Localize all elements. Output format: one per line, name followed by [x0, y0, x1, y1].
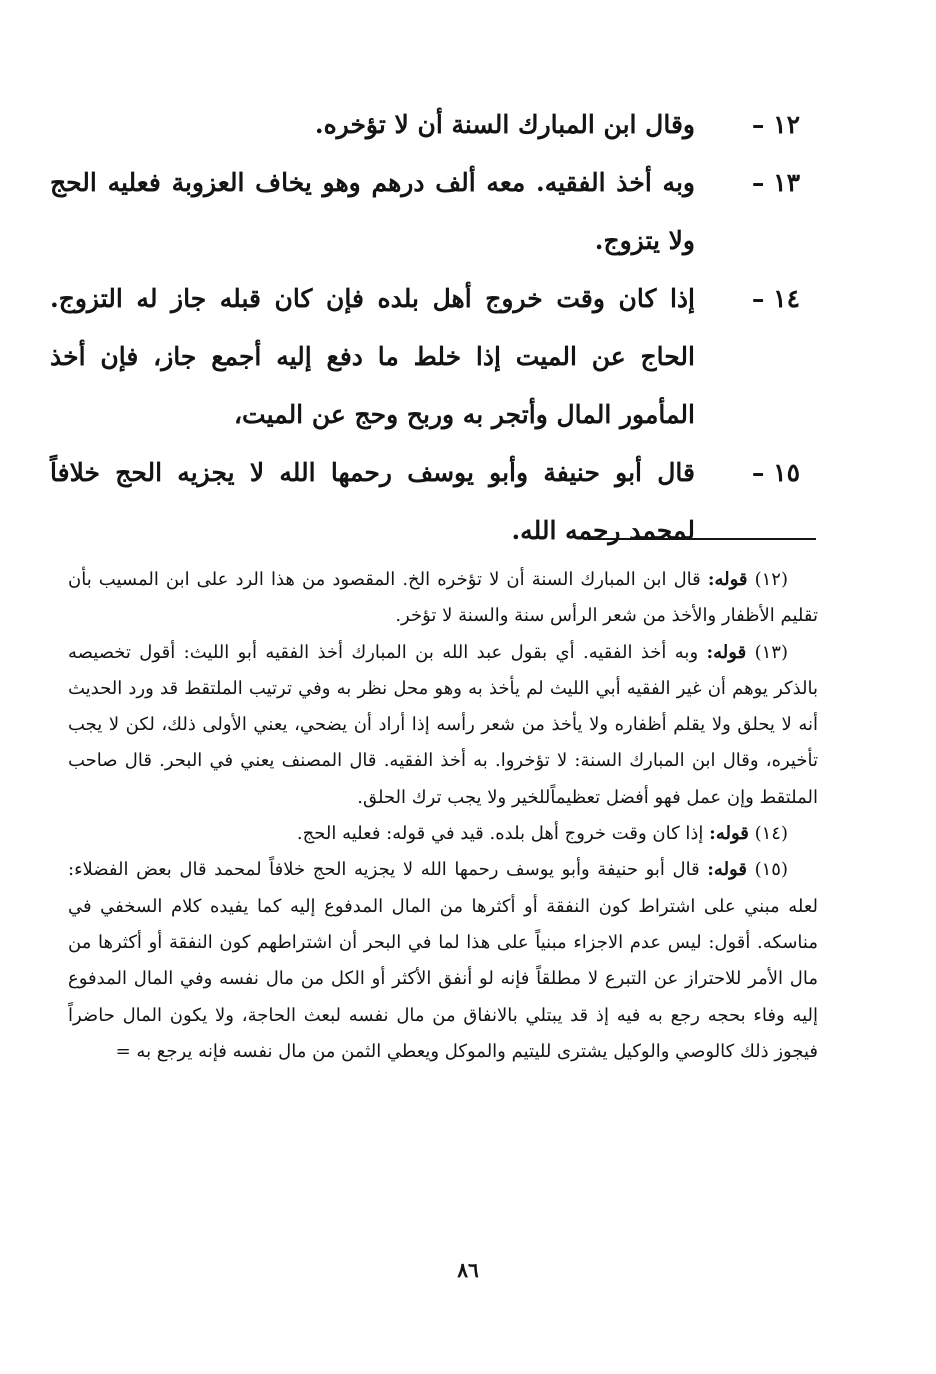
footnote-text: قال أبو حنيفة وأبو يوسف رحمها الله لا يجزيه الحج خلافاً لمحمد قال بعض الفضلاء: لعله مبني على اشتراط كون النفقة أو أكثرها من المال المدفوع إليه كما يفيده كلام السخفي في مناسكه. أقول: ليس عدم الاجزاء مبنياً على هذا لما في البحر أن اشتراطهم كون النفقة أو أكثرها من مال الأمر للاحتراز عن التبرع لا مطلقاً فإنه لو أنفق الأكثر أو الكل من مال نفسه وفي المال المدفوع إليه وفاء بحجه رجع به فيه إذ قد يبتلي بالانفاق من مال نفسه لبعث الحاجة، ولا يكون المال حاضراً فيجوز ذلك كالوصي والوكيل يشترى لليتيم والموكل ويعطي الثمن من مال نفسه فإنه يرجع به =	[68, 859, 818, 1062]
footnote-14	[68, 816, 818, 852]
item-number: ١٣ –	[751, 168, 800, 197]
footnote-key: قوله:	[706, 641, 747, 663]
footnote-marker: (١٤)	[754, 823, 788, 845]
main-item-15	[50, 444, 800, 560]
item-text: وقال ابن المبارك السنة أن لا تؤخره.	[314, 110, 695, 139]
main-item-13	[50, 154, 800, 270]
main-item-12	[50, 96, 800, 154]
item-number: ١٢ –	[751, 110, 800, 139]
item-text: قال أبو حنيفة وأبو يوسف رحمها الله لا يجزيه الحج خلافاً لمحمد رحمه الله.	[50, 458, 695, 545]
footnote-13	[68, 635, 818, 816]
main-item-14	[50, 270, 800, 444]
footnote-text: وبه أخذ الفقيه. أي بقول عبد الله بن المبارك أخذ الفقيه أبو الليث: أقول تخصيصه بالذكر يوهم أن غير الفقيه أبي الليث لم يأخذ به وهو محل نظر به وفي ترتيب الملتقط قد ورد الحديث أنه لا يحلق ولا يقلم أظفاره ولا يأخذ من شعر رأسه إذا أراد أن يضحي، يعني الأولى ذلك، لكن لا يجب تأخيره، وقال ابن المبارك السنة: لا تؤخروا. به أخذ الفقيه. قال المصنف يعني في البحر. قال صاحب الملتقط وإن عمل فهو أفضل تعظيماًللخير ولا يجب ترك الحلق.	[68, 641, 818, 808]
footnote-15	[68, 852, 818, 1070]
footnote-marker: (١٥)	[754, 859, 788, 881]
footnote-key: قوله:	[707, 569, 748, 590]
item-number: ١٤ –	[751, 284, 800, 313]
footnote-key: قوله:	[709, 823, 749, 845]
item-text: وبه أخذ الفقيه. معه ألف درهم وهو يخاف العزوبة فعليه الحج ولا يتزوج.	[50, 168, 695, 255]
footnote-text: إذا كان وقت خروج أهل بلده. قيد في قوله: فعليه الحج.	[296, 823, 704, 845]
footnote-marker: (١٣)	[754, 641, 788, 663]
footnote-12	[68, 562, 818, 635]
footnote-key: قوله:	[707, 859, 747, 881]
footnote-marker: (١٢)	[754, 569, 788, 590]
item-number: ١٥ –	[751, 458, 800, 487]
main-text	[50, 96, 800, 560]
footnotes	[68, 562, 818, 1070]
page-number: ٨٦	[457, 1258, 479, 1282]
footnote-separator	[588, 538, 816, 540]
item-text: إذا كان وقت خروج أهل بلده فإن كان قبله جاز له التزوج. الحاج عن الميت إذا خلط ما دفع إليه أجمع جاز، فإن أخذ المأمور المال وأتجر به وربح وحج عن الميت،	[50, 284, 695, 429]
footnote-text: قال ابن المبارك السنة أن لا تؤخره الخ. المقصود من هذا الرد على ابن المسيب بأن تقليم الأظفار والأخذ من شعر الرأس سنة والسنة لا تؤخر.	[68, 569, 818, 627]
